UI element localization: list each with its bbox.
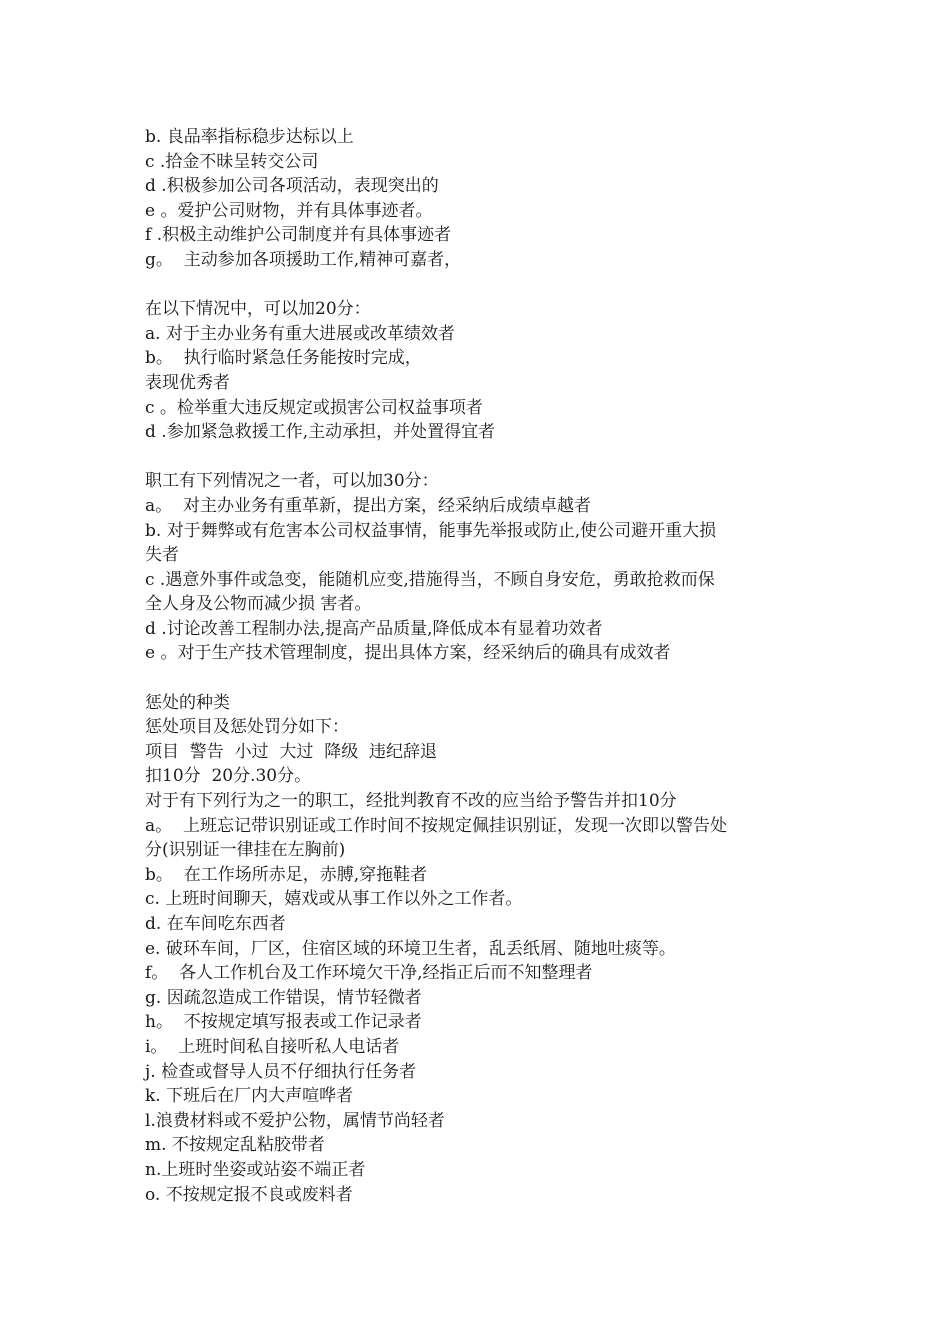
paragraph-gap [145, 445, 805, 470]
text-line: e 。对于生产技术管理制度，提出具体方案，经采纳后的确具有成效者 [145, 643, 671, 664]
text-line: 扣10分 20分.30分。 [145, 766, 312, 787]
text-line: n.上班时坐姿或站姿不端正者 [145, 1159, 366, 1180]
text-line: d .积极参加公司各项活动，表现突出的 [145, 176, 439, 197]
text-line: i。 上班时间私自接听私人电话者 [145, 1036, 400, 1057]
text-line: 失者 [145, 545, 179, 566]
text-line: c .拾金不昧呈转交公司 [145, 151, 319, 172]
text-line: d .参加紧急救援工作,主动承担，并处置得宜者 [145, 422, 496, 443]
section-2 [145, 297, 805, 445]
text-line: f .积极主动维护公司制度并有具体事迹者 [145, 225, 452, 246]
paragraph-gap [145, 273, 805, 298]
section-heading: 在以下情况中，可以加20分： [145, 299, 371, 320]
text-line: 对于有下列行为之一的职工，经批判教育不改的应当给予警告并扣10分 [145, 791, 677, 812]
text-line: b。 执行临时紧急任务能按时完成， [145, 348, 422, 369]
text-line: c 。检举重大违反规定或损害公司权益事项者 [145, 397, 483, 418]
paragraph-gap [145, 666, 805, 691]
text-line: g. 因疏忽造成工作错误，情节轻微者 [145, 987, 422, 1008]
text-line: 全人身及公物而减少损 害者。 [145, 594, 372, 615]
section-4 [145, 691, 805, 1207]
text-line: g。 主动参加各项援助工作,精神可嘉者， [145, 249, 462, 270]
text-line: c. 上班时间聊天，嬉戏或从事工作以外之工作者。 [145, 889, 523, 910]
text-line: l.浪费材料或不爱护公物，属情节尚轻者 [145, 1110, 445, 1131]
text-line: e. 破环车间，厂区，住宿区域的环境卫生者，乱丢纸屑、随地吐痰等。 [145, 938, 676, 959]
text-line: 惩处项目及惩处罚分如下： [145, 717, 349, 738]
text-line: 项目 警告 小过 大过 降级 违纪辞退 [145, 741, 438, 762]
text-line: k. 下班后在厂内大声喧哗者 [145, 1086, 354, 1107]
text-line: a。 对主办业务有重革新，提出方案，经采纳后成绩卓越者 [145, 495, 591, 516]
section-heading: 惩处的种类 [145, 692, 230, 713]
section-3 [145, 469, 805, 666]
text-line: f。 各人工作机台及工作环境欠干净,经指正后而不知整理者 [145, 963, 593, 984]
text-line: j. 检查或督导人员不仔细执行任务者 [145, 1061, 417, 1082]
text-line: 分(识别证一律挂在左胸前) [145, 840, 346, 861]
text-line: e 。爱护公司财物，并有具体事迹者。 [145, 200, 433, 221]
text-line: b. 良品率指标稳步达标以上 [145, 127, 354, 147]
section-1 [145, 125, 805, 273]
text-line: b。 在工作场所赤足，赤膊,穿拖鞋者 [145, 864, 428, 885]
text-line: c .遇意外事件或急变，能随机应变,措施得当，不顾自身安危，勇敢抢救而保 [145, 569, 715, 590]
section-heading: 职工有下列情况之一者，可以加30分： [145, 471, 439, 492]
text-line: o. 不按规定报不良或废料者 [145, 1184, 353, 1205]
text-line: 表现优秀者 [145, 372, 230, 393]
text-line: d. 在车间吃东西者 [145, 914, 286, 934]
text-line: m. 不按规定乱粘胶带者 [145, 1135, 325, 1156]
text-line: b. 对于舞弊或有危害本公司权益事情，能事先举报或防止,使公司避开重大损 [145, 520, 717, 541]
document-body [145, 125, 805, 1207]
text-line: d .讨论改善工程制办法,提高产品质量,降低成本有显着功效者 [145, 618, 603, 639]
text-line: a. 对于主办业务有重大进展或改革绩效者 [145, 323, 455, 344]
text-line: h。 不按规定填写报表或工作记录者 [145, 1012, 422, 1033]
text-line: a。 上班忘记带识别证或工作时间不按规定佩挂识别证，发现一次即以警告处 [145, 815, 727, 836]
